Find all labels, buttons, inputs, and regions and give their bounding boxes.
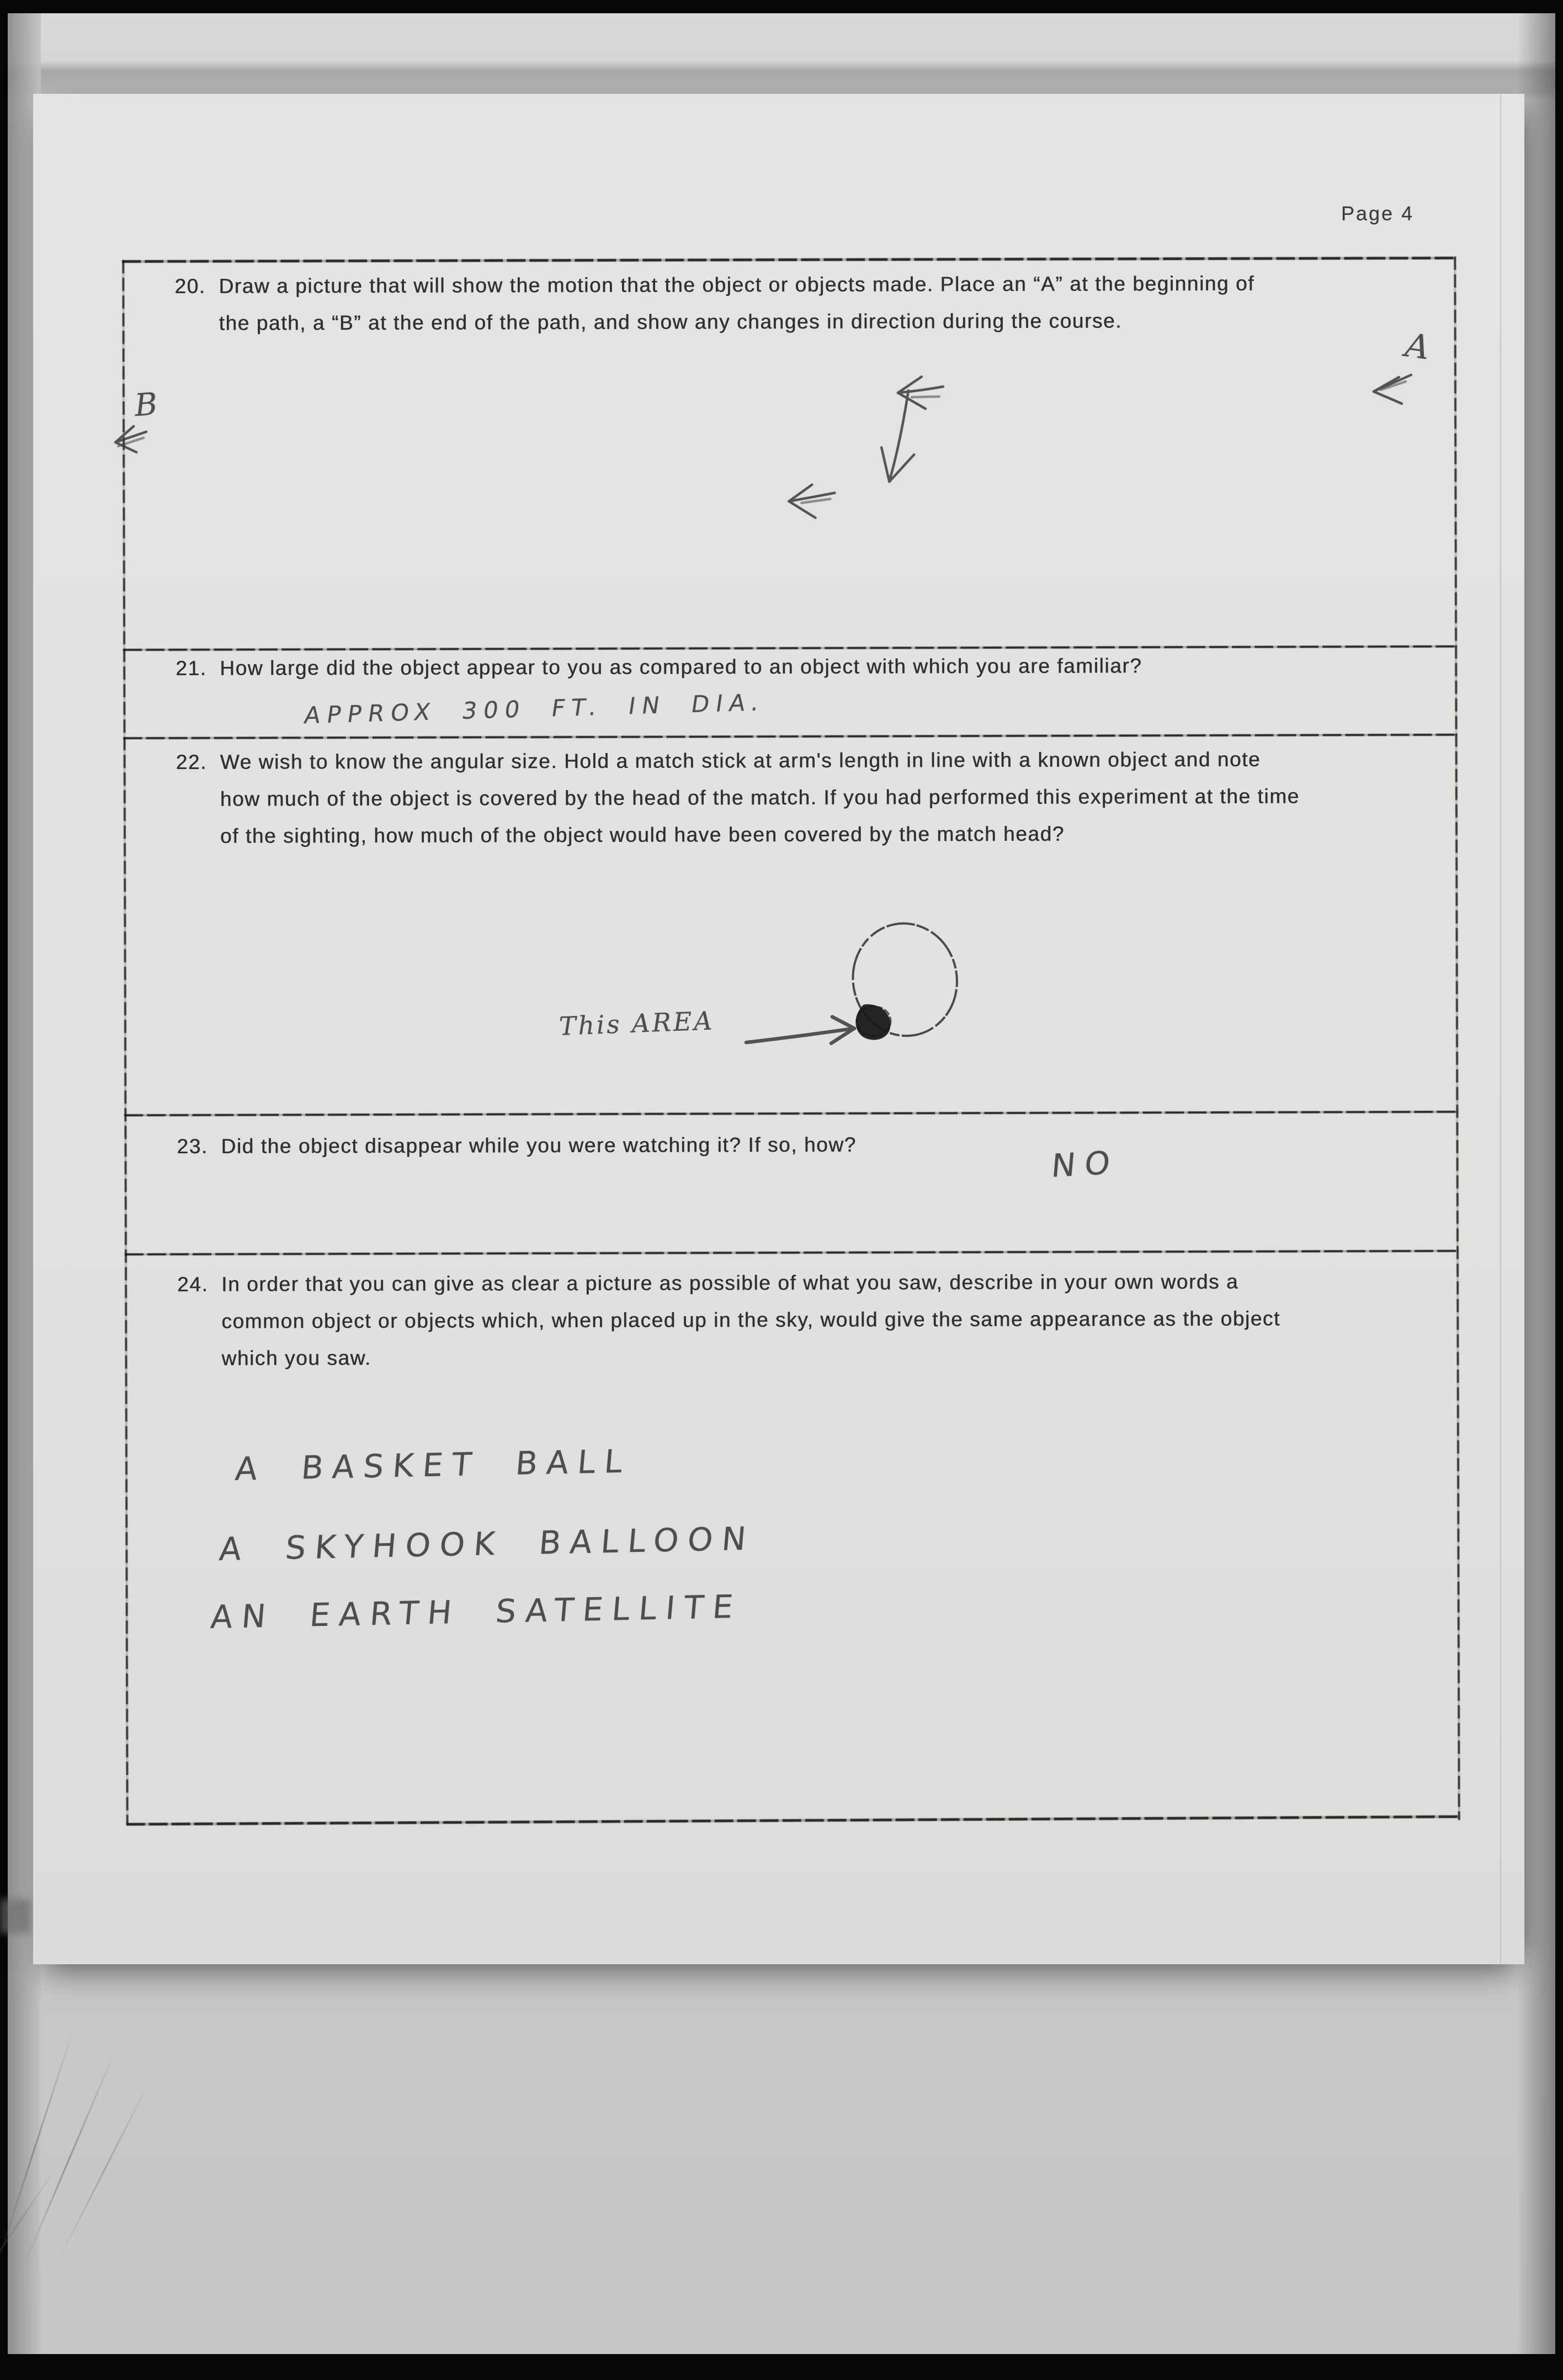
q24-answer-line: A BASKET BALL	[233, 1442, 633, 1488]
question-text	[220, 741, 1300, 855]
question-22	[176, 741, 1300, 855]
path-start-label-a: A	[1403, 326, 1432, 368]
row-separator	[125, 1250, 1459, 1255]
question-line: the path, a “B” at the end of the path, and show any changes in direction during the course.	[219, 309, 1123, 335]
question-line: In order that you can give as clear a picture as possible of what you saw, describe in your own words a	[221, 1270, 1239, 1296]
questionnaire-page	[33, 94, 1524, 1964]
page-fold-line	[1500, 94, 1501, 1964]
question-text	[219, 265, 1254, 342]
question-20	[174, 265, 1254, 342]
question-23	[177, 1126, 856, 1165]
question-number: 20.	[174, 274, 206, 298]
question-number: 24.	[177, 1273, 209, 1296]
question-line: We wish to know the angular size. Hold a match stick at arm's length in line with a known object and note	[220, 748, 1261, 773]
question-line: of the sighting, how much of the object would have been covered by the match head?	[220, 822, 1065, 847]
table-border-right	[1454, 257, 1460, 1820]
table-border-left	[122, 260, 128, 1824]
annotation-arrow	[746, 1017, 854, 1044]
match-head-drawing	[746, 915, 966, 1045]
question-number: 23.	[177, 1135, 208, 1158]
row-separator	[124, 734, 1458, 739]
question-text	[221, 1126, 856, 1165]
question-line: common object or objects which, when placed up in the sky, would give the same appearance as the object	[221, 1307, 1280, 1333]
question-text	[220, 647, 1142, 686]
question-24	[177, 1263, 1280, 1377]
table-border-bottom	[126, 1815, 1460, 1826]
question-line: how much of the object is covered by the head of the match. If you had performed this experiment at the time	[220, 785, 1300, 810]
table-border-top	[122, 257, 1456, 263]
edge-smudge	[0, 1899, 30, 1933]
q24-answer-line: AN EARTH SATELLITE	[209, 1587, 744, 1636]
q21-answer-handwritten: APPROX 300 FT. IN DIA.	[302, 688, 768, 729]
form-table	[122, 257, 1460, 1824]
question-21	[176, 647, 1142, 687]
q23-answer-handwritten: NO	[1050, 1143, 1121, 1185]
page-number: Page 4	[1341, 202, 1415, 225]
q22-area-annotation: This AREA	[559, 1005, 715, 1041]
flight-path-arrows	[115, 375, 1412, 520]
question-text	[221, 1263, 1280, 1377]
row-separator	[124, 1111, 1458, 1116]
question-line: Draw a picture that will show the motion that the object or objects made. Place an “A” at the beginning of	[219, 272, 1255, 298]
question-line: Did the object disappear while you were watching it? If so, how?	[221, 1133, 857, 1158]
question-line: How large did the object appear to you as compared to an object with which you are familiar?	[220, 654, 1142, 680]
question-line: which you saw.	[221, 1346, 371, 1370]
q24-answer-line: A SKYHOOK BALLOON	[217, 1519, 757, 1568]
path-end-label-b: B	[133, 386, 159, 424]
question-number: 21.	[176, 656, 207, 680]
question-number: 22.	[176, 750, 207, 773]
